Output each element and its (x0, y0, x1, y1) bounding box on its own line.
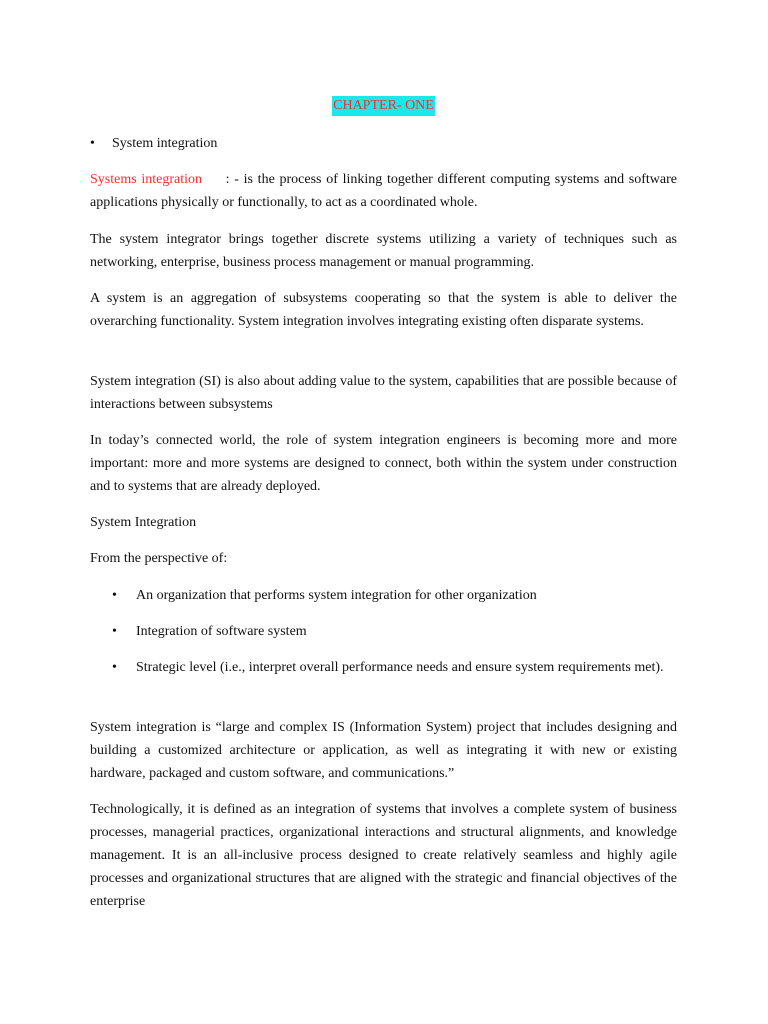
bullet-icon: • (90, 136, 95, 151)
definition-term: Systems integration (90, 172, 203, 187)
top-bullet-text: System integration (112, 136, 218, 151)
paragraph: From the perspective of: (90, 551, 228, 566)
list-item-text: An organization that performs system integration for other organization (136, 588, 537, 603)
paragraph: A system is an aggregation of subsystems cooperating so that the system is able to deliver the overarching functionality. System integration involves integrating existing often disparate systems. (90, 291, 677, 329)
paragraph: System integration (SI) is also about adding value to the system, capabilities that are possible because of interactions between subsystems (90, 374, 677, 412)
bullet-icon: • (112, 624, 117, 639)
chapter-title: CHAPTER- ONE (332, 96, 435, 116)
definition-separator: : - (202, 172, 244, 187)
section-heading: System Integration (90, 515, 197, 530)
bullet-icon: • (112, 588, 117, 603)
list-item-text: Strategic level (i.e., interpret overall performance needs and ensure system requirements met). (136, 660, 664, 675)
bullet-icon: • (112, 660, 117, 675)
top-bullet-item (90, 132, 217, 155)
paragraph: System integration is “large and complex IS (Information System) project that includes designing and building a customized architecture or application, as well as integrating it with new or existing hardware, packaged and custom software, and communications.” (90, 720, 677, 781)
list-item (112, 656, 677, 679)
definition-text: is the process of linking together different computing systems and software applications physically or functionally, to act as a coordinated whole. (90, 172, 677, 210)
definition-paragraph (90, 168, 677, 214)
paragraph: Technologically, it is defined as an integration of systems that involves a complete system of business processes, managerial practices, organizational interactions and structural alignments, and knowledge management. It is an all-inclusive process designed to create relatively seamless and highly agile processes and organizational structures that are aligned with the strategic and financial objectives of the enterprise (90, 802, 677, 909)
list-item (112, 620, 677, 643)
chapter-title-wrap (90, 96, 677, 116)
paragraph: In today’s connected world, the role of system integration engineers is becoming more and more important: more and more systems are designed to connect, both within the system under construction and to systems that are already deployed. (90, 433, 677, 494)
list-item-text: Integration of software system (136, 624, 307, 639)
paragraph: The system integrator brings together discrete systems utilizing a variety of techniques such as networking, enterprise, business process management or manual programming. (90, 232, 677, 270)
list-item (112, 584, 677, 607)
